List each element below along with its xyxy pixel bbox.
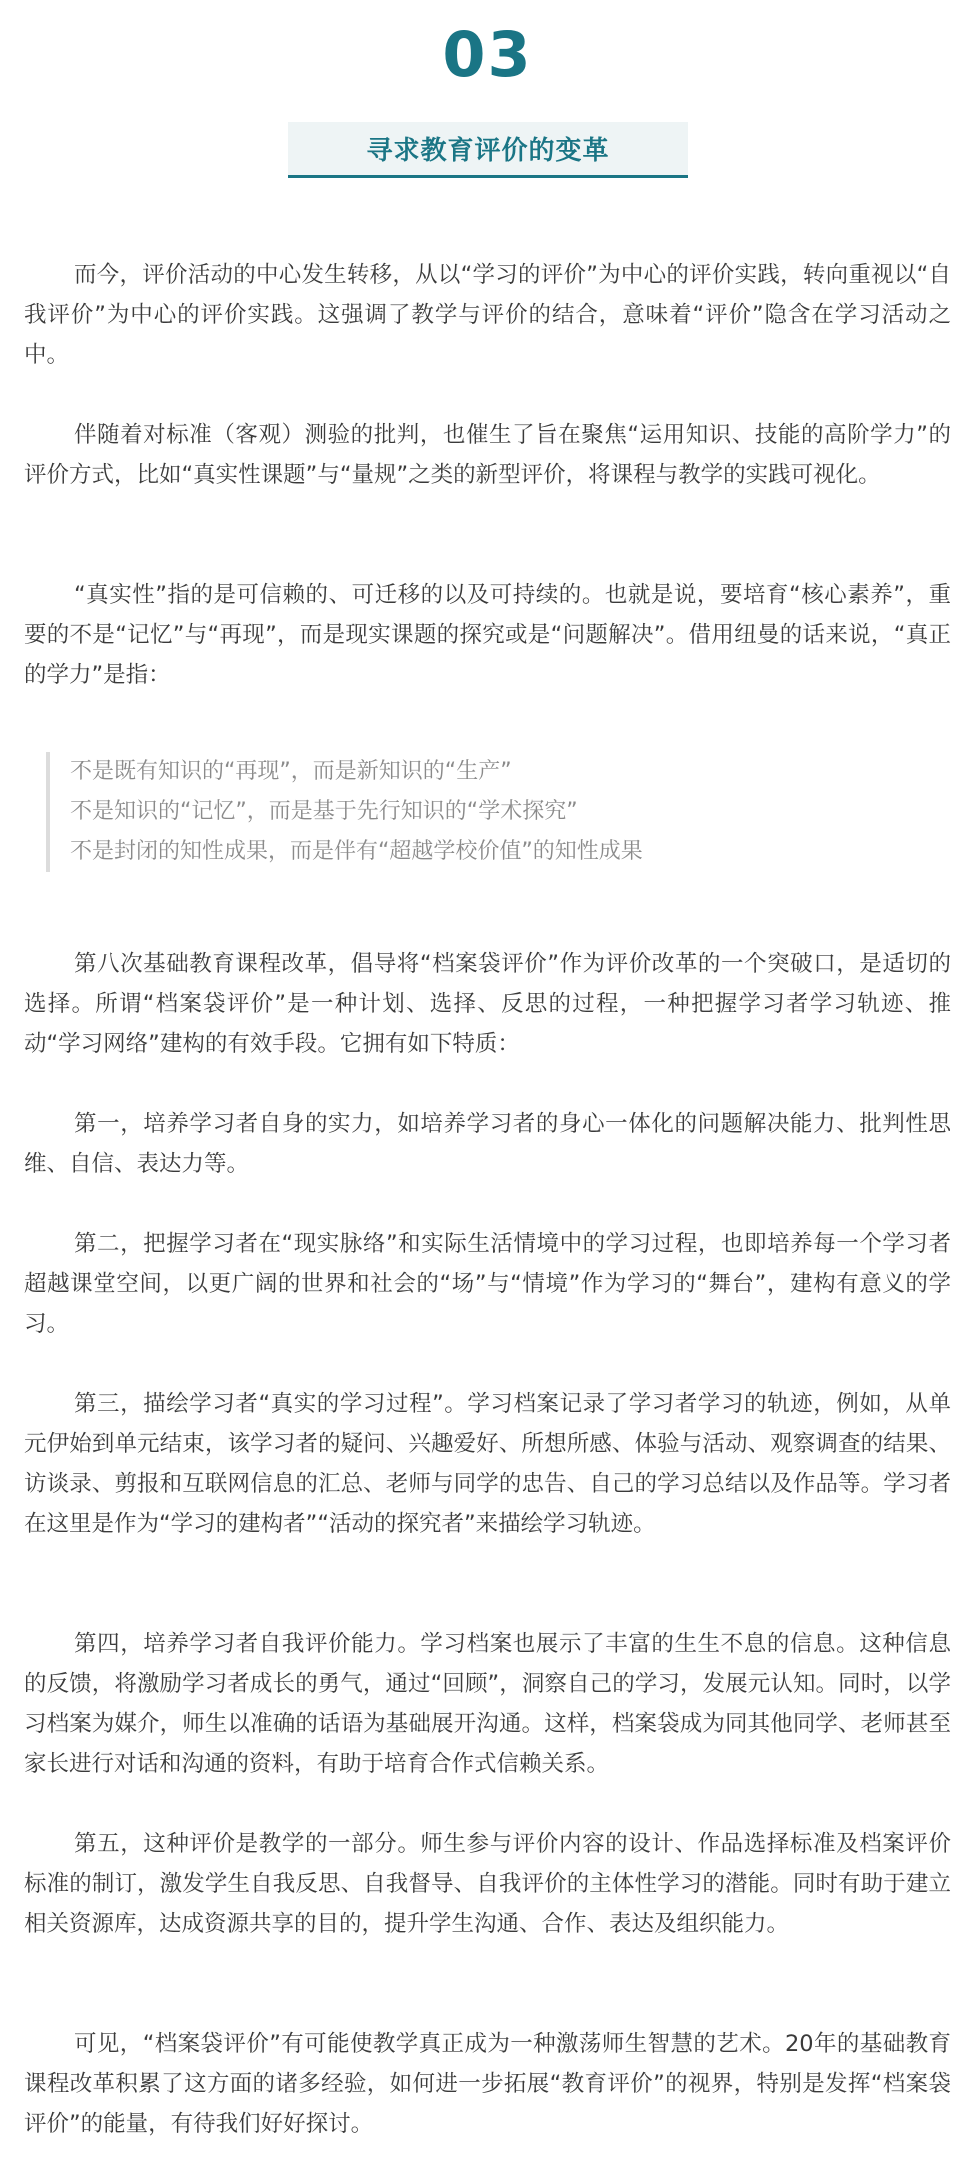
section-number: 03: [442, 18, 533, 91]
paragraph-fourth: 第四，培养学习者自我评价能力。学习档案也展示了丰富的生生不息的信息。这种信息的反馈，将激励学习者成长的勇气，通过“回顾”，洞察自己的学习，发展元认知。同时，以学习档案为媒介，师生以准确的话语为基础展开沟通。这样，档案袋成为同其他同学、老师甚至家长进行对话和沟通的资料，有助于培育合作式信赖关系。: [24, 1631, 951, 1777]
paragraph-intro: 而今，评价活动的中心发生转移，从以“学习的评价”为中心的评价实践，转向重视以“自我评价”为中心的评价实践。这强调了教学与评价的结合，意味着“评价”隐含在学习活动之中。: [24, 262, 951, 368]
paragraph-third: 第三，描绘学习者“真实的学习过程”。学习档案记录了学习者学习的轨迹，例如，从单元伊始到单元结束，该学习者的疑问、兴趣爱好、所想所感、体验与活动、观察调查的结果、访谈录、剪报和互联网信息的汇总、老师与同学的忠告、自己的学习总结以及作品等。学习者在这里是作为“学习的建构者”“活动的探究者”来描绘学习轨迹。: [24, 1391, 951, 1537]
paragraph-authenticity: “真实性”指的是可信赖的、可迁移的以及可持续的。也就是说，要培育“核心素养”，重要的不是“记忆”与“再现”，而是现实课题的探究或是“问题解决”。借用纽曼的话来说，“真正的学力”是指：: [24, 582, 951, 688]
paragraph-portfolio: 第八次基础教育课程改革，倡导将“档案袋评价”作为评价改革的一个突破口，是适切的选择。所谓“档案袋评价”是一种计划、选择、反思的过程，一种把握学习者学习轨迹、推动“学习网络”建构的有效手段。它拥有如下特质：: [24, 951, 951, 1057]
paragraph-fifth: 第五，这种评价是教学的一部分。师生参与评价内容的设计、作品选择标准及档案评价标准的制订，激发学生自我反思、自我督导、自我评价的主体性学习的潜能。同时有助于建立相关资源库，达成资源共享的目的，提升学生沟通、合作、表达及组织能力。: [24, 1831, 951, 1937]
paragraph-first: 第一，培养学习者自身的实力，如培养学习者的身心一体化的问题解决能力、批判性思维、自信、表达力等。: [24, 1111, 951, 1177]
section-title: 寻求教育评价的变革: [366, 136, 610, 166]
paragraph-standard-test: 伴随着对标准（客观）测验的批判，也催生了旨在聚焦“运用知识、技能的高阶学力”的评价方式，比如“真实性课题”与“量规”之类的新型评价，将课程与教学的实践可视化。: [24, 422, 951, 488]
quote-line: 不是知识的“记忆”，而是基于先行知识的“学术探究”: [70, 799, 578, 824]
quote-line: 不是既有知识的“再现”，而是新知识的“生产”: [70, 759, 512, 784]
paragraph-conclusion: 可见，“档案袋评价”有可能使教学真正成为一种激荡师生智慧的艺术。20年的基础教育课程改革积累了这方面的诸多经验，如何进一步拓展“教育评价”的视界，特别是发挥“档案袋评价”的能量，有待我们好好探讨。: [24, 2031, 951, 2137]
paragraph-second: 第二，把握学习者在“现实脉络”和实际生活情境中的学习过程，也即培养每一个学习者超越课堂空间，以更广阔的世界和社会的“场”与“情境”作为学习的“舞台”，建构有意义的学习。: [24, 1231, 951, 1337]
blockquote: [46, 752, 926, 872]
quote-line: 不是封闭的知性成果，而是伴有“超越学校价值”的知性成果: [70, 839, 643, 864]
section-title-box: [288, 122, 688, 178]
